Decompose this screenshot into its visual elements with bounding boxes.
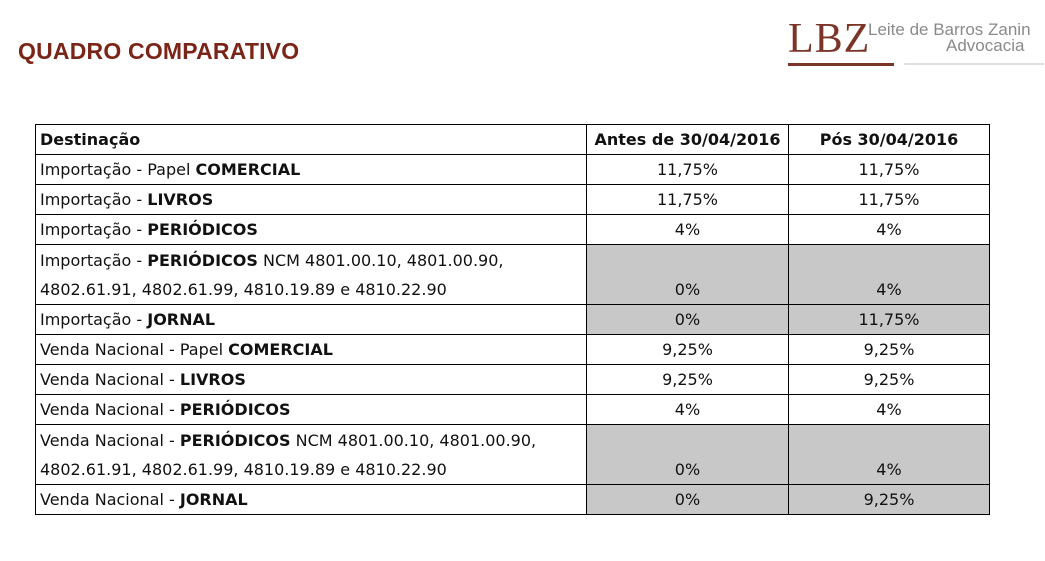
cell-pos: 4% (789, 395, 990, 425)
cell-antes: 0% (587, 305, 789, 335)
destinacao-bold: PERIÓDICOS (179, 431, 291, 450)
destinacao-prefix: Venda Nacional - (40, 370, 180, 389)
cell-pos: 4% (789, 425, 990, 485)
table-row (36, 365, 990, 395)
destinacao-prefix: Venda Nacional - Papel (40, 340, 229, 359)
destinacao-line1 (40, 220, 258, 239)
destinacao-prefix: Importação - (40, 220, 148, 239)
table-row (36, 335, 990, 365)
cell-antes: 0% (587, 485, 789, 515)
cell-antes: 11,75% (587, 155, 789, 185)
header-antes: Antes de 30/04/2016 (587, 125, 789, 155)
table-row (36, 305, 990, 335)
destinacao-line1 (40, 190, 213, 209)
logo-mark: LBZ (788, 16, 871, 62)
cell-antes: 0% (587, 245, 789, 305)
logo-rule-dark (788, 63, 894, 66)
header-destinacao: Destinação (36, 125, 587, 155)
cell-pos: 9,25% (789, 485, 990, 515)
table-row (36, 215, 990, 245)
destinacao-prefix: Importação - (40, 310, 148, 329)
destinacao-bold: PERIÓDICOS (179, 400, 291, 419)
cell-antes: 0% (587, 425, 789, 485)
cell-destinacao (36, 245, 587, 305)
logo-name-line2: Advocacia (946, 36, 1025, 55)
company-logo (788, 10, 1038, 72)
destinacao-bold: COMERCIAL (195, 160, 301, 179)
cell-pos: 4% (789, 215, 990, 245)
table-row (36, 185, 990, 215)
comparison-table (35, 124, 990, 515)
cell-destinacao (36, 365, 587, 395)
destinacao-bold: PERIÓDICOS (147, 220, 258, 239)
destinacao-prefix: Venda Nacional - (40, 400, 180, 419)
destinacao-line1 (40, 310, 215, 329)
cell-destinacao (36, 215, 587, 245)
destinacao-line1 (40, 160, 300, 179)
table-row (36, 245, 990, 305)
destinacao-prefix: Importação - (40, 251, 148, 270)
destinacao-bold: LIVROS (179, 370, 246, 389)
cell-destinacao (36, 185, 587, 215)
table-header-row (36, 125, 990, 155)
cell-pos: 9,25% (789, 365, 990, 395)
cell-antes: 4% (587, 395, 789, 425)
table-row (36, 485, 990, 515)
cell-destinacao (36, 395, 587, 425)
destinacao-bold: JORNAL (179, 490, 248, 509)
destinacao-suffix: NCM 4801.00.10, 4801.00.90, (290, 431, 537, 450)
table-row (36, 155, 990, 185)
cell-antes: 4% (587, 215, 789, 245)
destinacao-line1 (40, 370, 246, 389)
destinacao-prefix: Importação - (40, 190, 148, 209)
destinacao-bold: PERIÓDICOS (147, 251, 258, 270)
table-row (36, 395, 990, 425)
destinacao-line1 (40, 400, 291, 419)
destinacao-prefix: Importação - Papel (40, 160, 196, 179)
cell-pos: 11,75% (789, 305, 990, 335)
cell-pos: 4% (789, 245, 990, 305)
cell-antes: 11,75% (587, 185, 789, 215)
destinacao-line2: 4802.61.91, 4802.61.99, 4810.19.89 e 4810.22.90 (40, 280, 447, 299)
table-row (36, 425, 990, 485)
destinacao-line1 (40, 340, 333, 359)
destinacao-line1 (40, 426, 582, 455)
cell-destinacao (36, 305, 587, 335)
destinacao-line2: 4802.61.91, 4802.61.99, 4810.19.89 e 4810.22.90 (40, 460, 447, 479)
destinacao-bold: COMERCIAL (228, 340, 333, 359)
cell-antes: 9,25% (587, 365, 789, 395)
destinacao-prefix: Venda Nacional - (40, 431, 180, 450)
cell-destinacao (36, 155, 587, 185)
cell-destinacao (36, 485, 587, 515)
page-title: QUADRO COMPARATIVO (18, 38, 300, 64)
cell-pos: 11,75% (789, 155, 990, 185)
cell-destinacao (36, 425, 587, 485)
cell-antes: 9,25% (587, 335, 789, 365)
cell-destinacao (36, 335, 587, 365)
cell-pos: 9,25% (789, 335, 990, 365)
cell-pos: 11,75% (789, 185, 990, 215)
destinacao-prefix: Venda Nacional - (40, 490, 180, 509)
logo-rule-light (904, 63, 1044, 65)
logo-name-line1: Leite de Barros Zanin (868, 20, 1031, 39)
destinacao-suffix: NCM 4801.00.10, 4801.00.90, (257, 251, 504, 270)
destinacao-bold: JORNAL (147, 310, 216, 329)
destinacao-line1 (40, 490, 248, 509)
destinacao-line1 (40, 246, 582, 275)
header-pos: Pós 30/04/2016 (789, 125, 990, 155)
destinacao-bold: LIVROS (147, 190, 214, 209)
